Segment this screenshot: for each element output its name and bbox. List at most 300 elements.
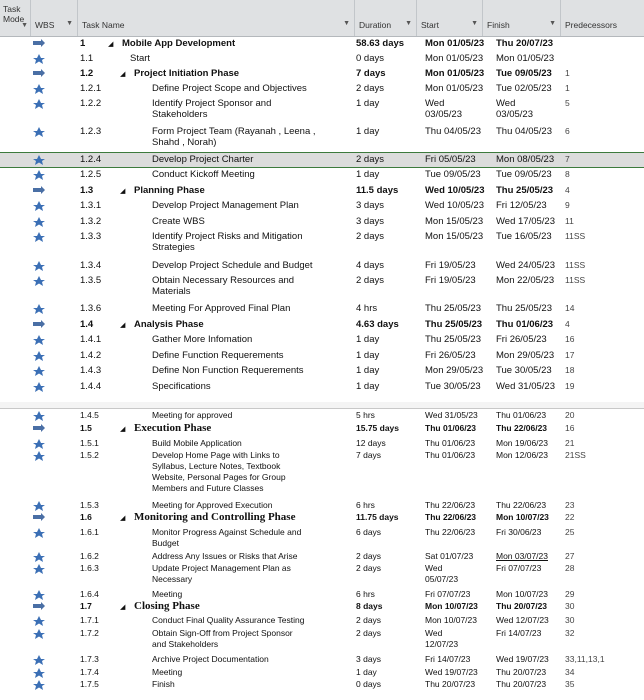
task-name-cell: Start xyxy=(130,53,151,64)
task-name-cell: Obtain Necessary Resources and Materials xyxy=(152,275,295,297)
start-cell: Thu 22/06/23 xyxy=(425,500,476,510)
task-row[interactable] xyxy=(0,526,644,550)
start-cell: Mon 10/07/23 xyxy=(425,601,478,611)
duration-cell: 7 days xyxy=(356,450,382,460)
task-row[interactable] xyxy=(0,588,644,600)
task-name-cell: Meeting for approved xyxy=(152,410,233,420)
task-name-cell: Meeting For Approved Final Plan xyxy=(152,303,291,314)
wbs-cell: 1.7.4 xyxy=(80,667,99,677)
finish-cell: Fri 07/07/23 xyxy=(496,563,542,573)
task-row[interactable] xyxy=(0,380,644,394)
task-row[interactable] xyxy=(0,600,644,614)
duration-cell: 2 days xyxy=(356,231,384,242)
start-cell: Mon 29/05/23 xyxy=(425,365,484,376)
manual-pin-icon xyxy=(33,680,45,690)
predecessors-cell: 7 xyxy=(565,154,570,164)
auto-schedule-icon xyxy=(33,513,45,523)
wbs-cell: 1.7 xyxy=(80,601,92,611)
start-cell: Thu 04/05/23 xyxy=(425,126,481,137)
predecessors-cell: 17 xyxy=(565,350,575,360)
predecessors-cell: 11SS xyxy=(565,275,586,285)
task-name-cell: Define Function Requerements xyxy=(152,350,284,361)
chevron-down-icon[interactable]: ▼ xyxy=(549,20,556,27)
manual-pin-icon xyxy=(33,528,45,538)
finish-cell: Mon 12/06/23 xyxy=(496,450,548,460)
finish-cell: Wed 03/05/23 xyxy=(496,98,533,120)
chevron-down-icon[interactable]: ▼ xyxy=(21,22,28,29)
finish-cell: Fri 26/05/23 xyxy=(496,334,547,345)
manual-pin-icon xyxy=(33,261,45,271)
predecessors-cell: 11SS xyxy=(565,260,586,270)
manual-pin-icon xyxy=(33,217,45,227)
duration-cell: 7 days xyxy=(356,68,386,79)
task-name-cell: Address Any Issues or Risks that Arise xyxy=(152,551,298,561)
task-row[interactable] xyxy=(0,562,644,588)
manual-pin-icon xyxy=(33,382,45,392)
duration-cell: 1 day xyxy=(356,667,377,677)
task-name-cell: Create WBS xyxy=(152,216,205,227)
collapse-triangle-icon[interactable]: ◢ xyxy=(120,426,126,433)
task-name-cell: Identify Project Risks and Mitigation Strategies xyxy=(152,231,303,253)
task-name-cell: Meeting xyxy=(152,589,183,599)
start-cell: Thu 25/05/23 xyxy=(425,334,481,345)
task-row[interactable] xyxy=(0,550,644,562)
task-row[interactable] xyxy=(0,499,644,511)
task-row[interactable] xyxy=(0,215,644,229)
col-header-task-name[interactable]: Task Name ▼ xyxy=(78,0,355,36)
wbs-cell: 1.7.1 xyxy=(80,615,99,625)
wbs-cell: 1.7.5 xyxy=(80,679,99,689)
wbs-cell: 1.3 xyxy=(80,185,94,196)
finish-cell: Fri 14/07/23 xyxy=(496,628,542,638)
duration-cell: 11.75 days xyxy=(356,512,399,522)
manual-pin-icon xyxy=(33,335,45,345)
chevron-down-icon[interactable]: ▼ xyxy=(66,20,73,27)
task-name-cell: Obtain Sign-Off from Project Sponsor and Stakeholders xyxy=(152,628,293,649)
task-name-cell: Specifications xyxy=(152,381,211,392)
task-name-cell: Monitor Progress Against Schedule and Budget xyxy=(152,527,302,548)
finish-cell: Mon 08/05/23 xyxy=(496,154,555,165)
task-row[interactable] xyxy=(0,274,644,302)
task-row[interactable] xyxy=(0,153,644,167)
duration-cell: 3 days xyxy=(356,216,384,227)
finish-cell: Tue 09/05/23 xyxy=(496,68,552,79)
duration-cell: 4 hrs xyxy=(356,303,378,314)
task-row[interactable] xyxy=(0,125,644,153)
manual-pin-icon xyxy=(33,54,45,64)
task-row[interactable] xyxy=(0,614,644,626)
task-row[interactable] xyxy=(0,409,644,421)
manual-pin-icon xyxy=(33,170,45,180)
selection-border xyxy=(0,167,644,168)
task-name-cell: Mobile App Development xyxy=(122,38,236,49)
predecessors-cell: 21SS xyxy=(565,450,586,460)
task-name-cell: Archive Project Documentation xyxy=(152,654,269,664)
duration-cell: 1 day xyxy=(356,334,380,345)
predecessors-cell: 25 xyxy=(565,527,575,537)
start-cell: Thu 01/06/23 xyxy=(425,450,476,460)
predecessors-cell: 27 xyxy=(565,551,575,561)
duration-cell: 4 days xyxy=(356,260,384,271)
task-row[interactable] xyxy=(0,437,644,448)
predecessors-cell: 22 xyxy=(565,512,575,522)
task-row[interactable] xyxy=(0,230,644,258)
duration-cell: 11.5 days xyxy=(356,185,399,196)
col-header-duration[interactable]: Duration ▼ xyxy=(355,0,417,36)
manual-pin-icon xyxy=(33,616,45,626)
manual-pin-icon xyxy=(33,451,45,461)
duration-cell: 1 day xyxy=(356,169,380,180)
duration-cell: 2 days xyxy=(356,551,382,561)
finish-cell: Wed 17/05/23 xyxy=(496,216,555,227)
duration-cell: 1 day xyxy=(356,365,380,376)
predecessors-cell: 5 xyxy=(565,98,570,108)
duration-cell: 5 hrs xyxy=(356,410,375,420)
start-cell: Fri 05/05/23 xyxy=(425,154,476,165)
task-row[interactable] xyxy=(0,168,644,182)
wbs-cell: 1.6.4 xyxy=(80,589,99,599)
finish-cell: Tue 09/05/23 xyxy=(496,169,552,180)
duration-cell: 0 days xyxy=(356,53,384,64)
wbs-cell: 1.5 xyxy=(80,423,92,433)
duration-cell: 2 days xyxy=(356,615,382,625)
predecessors-cell: 21 xyxy=(565,438,575,448)
wbs-cell: 1.6.2 xyxy=(80,551,99,561)
start-cell: Mon 15/05/23 xyxy=(425,216,484,227)
duration-cell: 1 day xyxy=(356,350,380,361)
wbs-cell: 1.5.3 xyxy=(80,500,99,510)
manual-pin-icon xyxy=(33,552,45,562)
predecessors-cell: 14 xyxy=(565,303,575,313)
finish-cell: Mon 03/07/23 xyxy=(496,551,548,561)
start-cell: Wed 05/07/23 xyxy=(425,563,459,584)
task-row[interactable] xyxy=(0,449,644,499)
task-name-cell: Meeting for Approved Execution xyxy=(152,500,273,510)
manual-pin-icon xyxy=(33,276,45,286)
auto-schedule-icon xyxy=(33,69,45,79)
wbs-cell: 1.2.1 xyxy=(80,83,102,94)
start-cell: Thu 25/05/23 xyxy=(425,319,483,330)
manual-pin-icon xyxy=(33,629,45,639)
start-cell: Thu 22/06/23 xyxy=(425,527,476,537)
manual-pin-icon xyxy=(33,655,45,665)
start-cell: Wed 31/05/23 xyxy=(425,410,478,420)
task-name-cell: Closing Phase xyxy=(134,600,200,612)
col-header-wbs[interactable]: WBS ▼ xyxy=(31,0,78,36)
task-name-cell: Analysis Phase xyxy=(134,319,204,330)
start-cell: Thu 25/05/23 xyxy=(425,303,481,314)
start-cell: Mon 01/05/23 xyxy=(425,38,485,49)
finish-cell: Mon 10/07/23 xyxy=(496,589,548,599)
task-row[interactable] xyxy=(0,627,644,653)
duration-cell: 1 day xyxy=(356,126,380,137)
task-row[interactable] xyxy=(0,511,644,525)
task-name-cell: Develop Project Management Plan xyxy=(152,200,299,211)
predecessors-cell: 19 xyxy=(565,381,575,391)
start-cell: Fri 19/05/23 xyxy=(425,275,476,286)
predecessors-cell: 18 xyxy=(565,365,575,375)
start-cell: Fri 19/05/23 xyxy=(425,260,476,271)
task-name-cell: Gather More Infomation xyxy=(152,334,253,345)
predecessors-cell: 16 xyxy=(565,334,575,344)
finish-cell: Wed 31/05/23 xyxy=(496,381,555,392)
duration-cell: 6 hrs xyxy=(356,500,375,510)
start-cell: Mon 10/07/23 xyxy=(425,615,477,625)
selection-border xyxy=(0,152,644,153)
auto-schedule-icon xyxy=(33,424,45,434)
start-cell: Mon 01/05/23 xyxy=(425,68,485,79)
wbs-cell: 1.2 xyxy=(80,68,94,79)
manual-pin-icon xyxy=(33,232,45,242)
predecessors-cell: 6 xyxy=(565,126,570,136)
task-row[interactable] xyxy=(0,67,644,81)
col-header-start[interactable]: Start ▼ xyxy=(417,0,483,36)
task-row[interactable] xyxy=(0,364,644,378)
predecessors-cell: 4 xyxy=(565,319,570,329)
wbs-cell: 1.4.1 xyxy=(80,334,102,345)
manual-pin-icon xyxy=(33,366,45,376)
finish-cell: Mon 01/05/23 xyxy=(496,53,555,64)
task-name-cell: Execution Phase xyxy=(134,422,212,434)
task-row[interactable] xyxy=(0,37,644,51)
start-cell: Wed 03/05/23 xyxy=(425,98,462,120)
finish-cell: Tue 30/05/23 xyxy=(496,365,552,376)
start-cell: Wed 10/05/23 xyxy=(425,200,484,211)
task-name-cell: Conduct Kickoff Meeting xyxy=(152,169,255,180)
task-row[interactable] xyxy=(0,184,644,198)
finish-cell: Tue 02/05/23 xyxy=(496,83,552,94)
wbs-cell: 1.4.2 xyxy=(80,350,102,361)
predecessors-cell: 28 xyxy=(565,563,575,573)
predecessors-cell: 1 xyxy=(565,68,570,78)
wbs-cell: 1.3.2 xyxy=(80,216,102,227)
finish-cell: Wed 24/05/23 xyxy=(496,260,555,271)
start-cell: Fri 26/05/23 xyxy=(425,350,476,361)
task-name-cell: Meeting xyxy=(152,667,183,677)
task-name-cell: Define Non Function Requerements xyxy=(152,365,304,376)
predecessors-cell: 20 xyxy=(565,410,575,420)
manual-pin-icon xyxy=(33,351,45,361)
task-row[interactable] xyxy=(0,259,644,273)
task-row[interactable] xyxy=(0,82,644,96)
manual-pin-icon xyxy=(33,201,45,211)
finish-cell: Thu 25/05/23 xyxy=(496,303,552,314)
task-name-cell: Develop Home Page with Links to Syllabus, Lecture Notes, Textbook Website, Personal Pages for Group Members and Future Classes xyxy=(152,450,286,493)
duration-cell: 2 days xyxy=(356,83,384,94)
start-cell: Thu 20/07/23 xyxy=(425,679,476,689)
task-row[interactable] xyxy=(0,52,644,66)
finish-cell: Wed 12/07/23 xyxy=(496,615,549,625)
wbs-cell: 1.2.2 xyxy=(80,98,102,109)
wbs-cell: 1.4 xyxy=(80,319,94,330)
finish-cell: Thu 20/07/23 xyxy=(496,667,547,677)
wbs-cell: 1.6.1 xyxy=(80,527,99,537)
auto-schedule-icon xyxy=(33,602,45,612)
duration-cell: 2 days xyxy=(356,275,384,286)
chevron-down-icon[interactable]: ▼ xyxy=(471,20,478,27)
manual-pin-icon xyxy=(33,590,45,600)
task-name-cell: Monitoring and Controlling Phase xyxy=(134,511,296,523)
predecessors-cell: 35 xyxy=(565,679,575,689)
finish-cell: Fri 12/05/23 xyxy=(496,200,547,211)
duration-cell: 3 days xyxy=(356,200,384,211)
start-cell: Mon 15/05/23 xyxy=(425,231,484,242)
duration-cell: 2 days xyxy=(356,628,382,638)
duration-cell: 12 days xyxy=(356,438,386,448)
duration-cell: 0 days xyxy=(356,679,382,689)
duration-cell: 4.63 days xyxy=(356,319,399,330)
wbs-cell: 1.6 xyxy=(80,512,92,522)
wbs-cell: 1.6.3 xyxy=(80,563,99,573)
finish-cell: Thu 04/05/23 xyxy=(496,126,552,137)
duration-cell: 6 hrs xyxy=(356,589,375,599)
wbs-cell: 1.5.2 xyxy=(80,450,99,460)
wbs-cell: 1.2.3 xyxy=(80,126,102,137)
manual-pin-icon xyxy=(33,411,45,421)
collapse-triangle-icon[interactable]: ◢ xyxy=(120,604,126,611)
task-row[interactable] xyxy=(0,653,644,665)
manual-pin-icon xyxy=(33,439,45,449)
collapse-triangle-icon[interactable]: ◢ xyxy=(120,515,126,522)
predecessors-cell: 16 xyxy=(565,423,575,433)
task-row[interactable] xyxy=(0,302,644,316)
task-name-cell: Finish xyxy=(152,679,175,689)
task-name-cell: Project Initiation Phase xyxy=(134,68,240,79)
task-name-cell: Define Project Scope and Objectives xyxy=(152,83,307,94)
chevron-down-icon[interactable]: ▼ xyxy=(343,20,350,27)
chevron-down-icon[interactable]: ▼ xyxy=(405,20,412,27)
wbs-cell: 1.1 xyxy=(80,53,94,64)
finish-cell: Mon 10/07/23 xyxy=(496,512,549,522)
task-row[interactable] xyxy=(0,199,644,213)
start-cell: Mon 01/05/23 xyxy=(425,53,484,64)
wbs-cell: 1.2.5 xyxy=(80,169,102,180)
wbs-cell: 1 xyxy=(80,38,86,49)
task-name-cell: Develop Project Charter xyxy=(152,154,254,165)
finish-cell: Thu 01/06/23 xyxy=(496,410,547,420)
task-name-cell: Form Project Team (Rayanah , Leena , Shahd , Norah) xyxy=(152,126,316,148)
col-header-finish[interactable]: Finish ▼ xyxy=(483,0,561,36)
predecessors-cell: 30 xyxy=(565,615,575,625)
start-cell: Thu 01/06/23 xyxy=(425,438,476,448)
col-header-predecessors[interactable]: Predecessors xyxy=(565,20,617,30)
predecessors-cell: 30 xyxy=(565,601,575,611)
manual-pin-icon xyxy=(33,304,45,314)
finish-cell: Wed 19/07/23 xyxy=(496,654,549,664)
manual-pin-icon xyxy=(33,84,45,94)
wbs-cell: 1.4.4 xyxy=(80,381,102,392)
column-header-row xyxy=(0,0,644,37)
predecessors-cell: 32 xyxy=(565,628,575,638)
wbs-cell: 1.7.3 xyxy=(80,654,99,664)
collapse-triangle-icon[interactable]: ◢ xyxy=(108,41,114,48)
finish-cell: Thu 22/06/23 xyxy=(496,500,547,510)
finish-cell: Thu 01/06/23 xyxy=(496,319,554,330)
table-divider xyxy=(0,408,644,409)
duration-cell: 3 days xyxy=(356,654,382,664)
task-name-cell: Planning Phase xyxy=(134,185,205,196)
predecessors-cell: 1 xyxy=(565,83,570,93)
predecessors-cell: 11SS xyxy=(565,231,586,241)
manual-pin-icon xyxy=(33,127,45,137)
predecessors-cell: 34 xyxy=(565,667,575,677)
predecessors-cell: 11 xyxy=(565,216,574,226)
wbs-cell: 1.7.2 xyxy=(80,628,99,638)
task-name-cell: Update Project Management Plan as Necessary xyxy=(152,563,291,584)
wbs-cell: 1.3.5 xyxy=(80,275,102,286)
predecessors-cell: 9 xyxy=(565,200,570,210)
wbs-cell: 1.3.4 xyxy=(80,260,102,271)
wbs-cell: 1.3.1 xyxy=(80,200,102,211)
predecessors-cell: 8 xyxy=(565,169,570,179)
duration-cell: 1 day xyxy=(356,381,380,392)
finish-cell: Mon 19/06/23 xyxy=(496,438,548,448)
col-header-task-mode[interactable]: Task Mode ▼ xyxy=(0,0,31,36)
duration-cell: 58.63 days xyxy=(356,38,405,49)
finish-cell: Thu 20/07/23 xyxy=(496,601,548,611)
task-name-cell: Conduct Final Quality Assurance Testing xyxy=(152,615,305,625)
wbs-cell: 1.3.3 xyxy=(80,231,102,242)
start-cell: Tue 30/05/23 xyxy=(425,381,481,392)
finish-cell: Thu 20/07/23 xyxy=(496,38,554,49)
predecessors-cell: 29 xyxy=(565,589,575,599)
wbs-cell: 1.5.1 xyxy=(80,438,99,448)
start-cell: Wed 19/07/23 xyxy=(425,667,478,677)
task-row[interactable] xyxy=(0,333,644,347)
manual-pin-icon xyxy=(33,564,45,574)
start-cell: Wed 10/05/23 xyxy=(425,185,485,196)
manual-pin-icon xyxy=(33,501,45,511)
start-cell: Sat 01/07/23 xyxy=(425,551,474,561)
task-row[interactable] xyxy=(0,422,644,435)
auto-schedule-icon xyxy=(33,320,45,330)
wbs-cell: 1.3.6 xyxy=(80,303,102,314)
task-row[interactable] xyxy=(0,97,644,124)
finish-cell: Tue 16/05/23 xyxy=(496,231,552,242)
finish-cell: Mon 29/05/23 xyxy=(496,350,555,361)
predecessors-cell: 23 xyxy=(565,500,575,510)
collapse-triangle-icon[interactable]: ◢ xyxy=(120,71,126,78)
start-cell: Fri 14/07/23 xyxy=(425,654,471,664)
task-name-cell: Develop Project Schedule and Budget xyxy=(152,260,313,271)
wbs-cell: 1.2.4 xyxy=(80,154,102,165)
duration-cell: 2 days xyxy=(356,154,384,165)
start-cell: Fri 07/07/23 xyxy=(425,589,471,599)
manual-pin-icon xyxy=(33,99,45,109)
duration-cell: 2 days xyxy=(356,563,382,573)
task-row[interactable] xyxy=(0,678,644,691)
task-row[interactable] xyxy=(0,349,644,363)
finish-cell: Thu 20/07/23 xyxy=(496,679,547,689)
predecessors-cell: 33,11,13,1 xyxy=(565,654,605,664)
task-name-cell: Identify Project Sponsor and Stakeholders xyxy=(152,98,272,120)
finish-cell: Thu 25/05/23 xyxy=(496,185,554,196)
task-name-cell: Build Mobile Application xyxy=(152,438,242,448)
manual-pin-icon xyxy=(33,668,45,678)
wbs-cell: 1.4.3 xyxy=(80,365,102,376)
task-row[interactable] xyxy=(0,318,644,332)
auto-schedule-icon xyxy=(33,186,45,196)
wbs-cell: 1.4.5 xyxy=(80,410,99,420)
start-cell: Wed 12/07/23 xyxy=(425,628,459,649)
finish-cell: Fri 30/06/23 xyxy=(496,527,542,537)
collapse-triangle-icon[interactable]: ◢ xyxy=(120,322,126,329)
start-cell: Tue 09/05/23 xyxy=(425,169,481,180)
task-row[interactable] xyxy=(0,666,644,677)
auto-schedule-icon xyxy=(33,39,45,49)
collapse-triangle-icon[interactable]: ◢ xyxy=(120,188,126,195)
duration-cell: 8 days xyxy=(356,601,383,611)
